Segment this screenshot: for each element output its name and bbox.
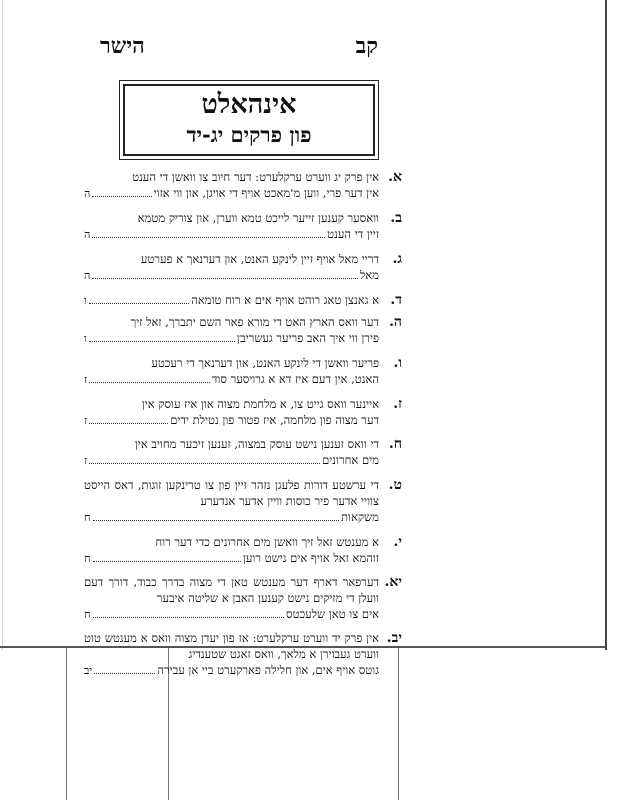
toc-entry bbox=[84, 169, 402, 202]
entry-letter: ב. bbox=[390, 210, 402, 226]
entry-text: די וואס זענען נישט עוסק במצוה, זענען זיכער מחויב אין bbox=[134, 437, 379, 451]
entry-page-ref: ח bbox=[84, 608, 91, 621]
toc-entry bbox=[84, 436, 402, 469]
entry-body bbox=[84, 630, 381, 679]
dot-leader bbox=[89, 463, 320, 464]
entry-page-ref: ז bbox=[84, 414, 88, 427]
entry-body bbox=[84, 574, 381, 623]
entry-text: דער וואס הארץ האט די מורא פאר השם יתברך, זאל זיך bbox=[130, 315, 379, 329]
entry-body bbox=[84, 169, 381, 202]
entry-page-ref: ח bbox=[84, 552, 91, 565]
entry-body bbox=[84, 314, 381, 347]
entry-letter: י. bbox=[393, 534, 402, 550]
page-right-edge bbox=[605, 0, 607, 650]
toc-entry bbox=[84, 355, 402, 388]
entry-body bbox=[84, 436, 381, 469]
dot-leader bbox=[93, 617, 285, 618]
running-title: הישר bbox=[100, 33, 145, 59]
entry-body bbox=[84, 251, 381, 284]
entry-page-ref: ז bbox=[84, 373, 88, 386]
entry-last-line bbox=[84, 606, 379, 623]
entry-page-ref: ה bbox=[84, 187, 91, 200]
entry-text: א מענטש זאל זיך וואשן מים אחרונים כדי דער רוח bbox=[155, 535, 379, 549]
entry-last-text: זיין די הענט bbox=[327, 227, 379, 241]
entry-last-line bbox=[84, 509, 379, 526]
entry-text: פריער וואשן די לינקע האנט, און דערנאך די רעכטע bbox=[151, 356, 379, 370]
entry-page-ref: ו bbox=[84, 332, 87, 345]
entry-text: דריי מאל אויף זיין לינקע האנט, און דערנאך א פערטע bbox=[140, 252, 379, 266]
entry-body bbox=[84, 534, 381, 567]
entry-last-line bbox=[84, 330, 379, 347]
entry-letter: יא. bbox=[384, 574, 402, 590]
toc-entry bbox=[84, 210, 402, 243]
entry-page-ref: ו bbox=[84, 294, 87, 307]
entry-letter: ה. bbox=[389, 314, 402, 330]
entry-last-text: דער מצוה פון מלחמה, איז פטור פון נטילת ידים bbox=[170, 413, 379, 427]
entry-last-line bbox=[84, 226, 379, 243]
entry-last-line bbox=[84, 452, 379, 469]
toc-entry bbox=[84, 630, 402, 679]
page-subtitle: פון פרקים יג-יד bbox=[186, 122, 312, 147]
entry-last-text: מאל bbox=[359, 268, 379, 282]
entry-last-line bbox=[84, 550, 379, 567]
entry-text: איינער וואס גייט צו, א מלחמת מצוה און איז עוסק אין bbox=[141, 397, 379, 411]
toc-entry bbox=[84, 292, 402, 309]
title-box bbox=[123, 84, 375, 156]
toc-entry bbox=[84, 251, 402, 284]
entry-last-text: אין דער פרי, ווען מ'מאכט אויף די אויגן, און ווי אזוי bbox=[153, 186, 379, 200]
entry-letter: יב. bbox=[386, 630, 402, 646]
dot-leader bbox=[89, 341, 235, 342]
page-header bbox=[100, 33, 378, 63]
entry-page-ref: ה bbox=[84, 228, 91, 241]
entry-text: אין פרק יד ווערט ערקלערט: אז פון יעדן מצוה וואס א מענטש טוט ווערט געבוירן א מלאך, וואס זאגט שטענדיג bbox=[84, 631, 379, 661]
page-number: קב bbox=[355, 33, 378, 59]
dot-leader bbox=[92, 196, 151, 197]
toc-entry bbox=[84, 574, 402, 623]
toc-entry bbox=[84, 534, 402, 567]
entry-last-text: האנט, אין דעם איז דא א גרויסער סוד bbox=[211, 372, 379, 386]
dot-leader bbox=[93, 520, 340, 521]
table-of-contents bbox=[84, 162, 402, 679]
entry-body bbox=[84, 477, 381, 526]
entry-body bbox=[84, 355, 381, 388]
divider-line bbox=[66, 648, 67, 800]
entry-text: אין פרק יג ווערט ערקלערט: דער חיוב צו וואשן די הענט bbox=[132, 170, 379, 184]
entry-text: דערפאר דארף דער מענטש טאן די מצוה בדרך כבוד, דורך דעם וועלן די מזיקים נישט קענען האבן א שליטה איבער bbox=[84, 575, 379, 605]
entry-letter: ז. bbox=[393, 396, 402, 412]
entry-last-text: זוהמא זאל אויף אים נישט רוען bbox=[242, 551, 379, 565]
dot-leader bbox=[93, 561, 241, 562]
dot-leader bbox=[94, 673, 155, 674]
entry-page-ref: ז bbox=[84, 454, 88, 467]
toc-entry bbox=[84, 314, 402, 347]
entry-body bbox=[84, 396, 381, 429]
entry-page-ref: ה bbox=[84, 269, 91, 282]
page-title: אינהאלט bbox=[201, 89, 297, 120]
dot-leader bbox=[89, 382, 210, 383]
entry-last-text: א גאנצן טאג רוהט אויף אים א רוח טומאה bbox=[191, 293, 379, 307]
entry-last-text: משקאות bbox=[341, 510, 379, 524]
entry-last-line bbox=[84, 412, 379, 429]
entry-letter: ג. bbox=[392, 251, 402, 267]
entry-last-text: אים צו טאן שלעכטס bbox=[286, 607, 379, 621]
toc-entry bbox=[84, 396, 402, 429]
entry-last-line bbox=[84, 292, 379, 309]
entry-last-line bbox=[84, 185, 379, 202]
entry-letter: ו. bbox=[393, 355, 402, 371]
dot-leader bbox=[89, 303, 189, 304]
entry-letter: ח. bbox=[388, 436, 402, 452]
entry-text: די ערשטע דורות פלעגן נזהר זיין פון צו טרינקען זוגות, דאס הייסט צוויי אדער פיר כוסות וויין אדער אנדערע bbox=[84, 478, 379, 508]
entry-body bbox=[84, 292, 381, 309]
dot-leader bbox=[89, 423, 168, 424]
entry-letter: א. bbox=[388, 169, 402, 185]
page-left-edge bbox=[2, 0, 3, 650]
entry-page-ref: יב bbox=[84, 664, 93, 677]
entry-last-text: פירן ווי איך האב פריער געשריבן bbox=[237, 331, 379, 345]
entry-letter: ט. bbox=[388, 477, 402, 493]
entry-text: וואסער קענען זייער לייכט טמא ווערן, און צוריק מטמא bbox=[137, 211, 379, 225]
entry-last-text: מים אחרונים bbox=[322, 453, 379, 467]
toc-entry bbox=[84, 477, 402, 526]
entry-letter: ד. bbox=[390, 292, 402, 308]
entry-last-text: גוטס אויף אים, און חלילה פארקערט ביי אן עבירה bbox=[157, 663, 379, 677]
entry-last-line bbox=[84, 267, 379, 284]
dot-leader bbox=[92, 278, 358, 279]
entry-page-ref: ח bbox=[84, 511, 91, 524]
entry-body bbox=[84, 210, 381, 243]
entry-last-line bbox=[84, 662, 379, 679]
entry-last-line bbox=[84, 371, 379, 388]
dot-leader bbox=[92, 237, 325, 238]
